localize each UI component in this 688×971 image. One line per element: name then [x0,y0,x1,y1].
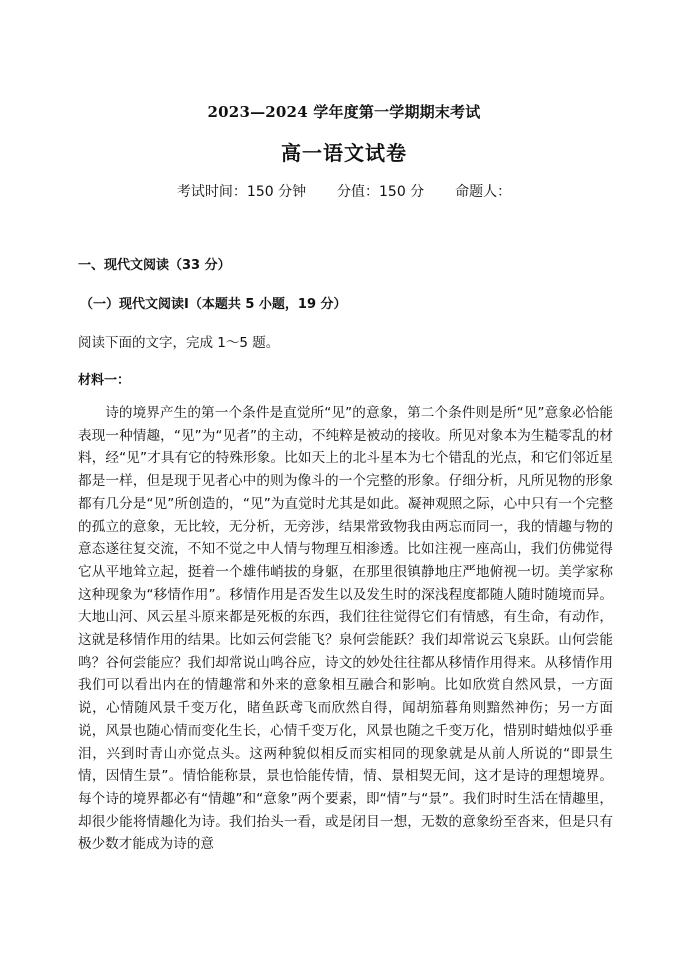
exam-time: 考试时间：150 分钟 [176,184,307,200]
subsection-heading: （一）现代文阅读Ⅰ（本题共 5 小题，19 分） [80,297,347,312]
exam-title: 2023—2024 学年度第一学期期末考试 [207,103,481,121]
material-label: 材料一： [78,373,131,388]
exam-author: 命题人： [455,184,512,200]
exam-score: 分值：150 分 [337,184,425,200]
paper-title: 高一语文试卷 [281,141,407,165]
exam-info [0,181,688,201]
section-heading: 一、现代文阅读（33 分） [78,258,231,273]
material-paragraph: 诗的境界产生的第一个条件是直觉所“见”的意象，第二个条件则是所“见”意象必恰能表现一种情趣，“见”为“见者”的主动，不纯粹是被动的接收。所见对象本为生糙零乱的材料，经“见”才具有它的特殊形象。比如天上的北斗星本为七个错乱的光点，和它们邻近星都是一样，但是现于见者心中的则为像斗的一个完整的形象。仔细分析，凡所见物的形象都有几分是“见”所创造的，“见”为直觉时尤其是如此。凝神观照之际，心中只有一个完整的孤立的意象，无比较，无分析，无旁涉，结果常致物我由两忘而同一，我的情趣与物的意态遂往复交流，不知不觉之中人情与物理互相渗透。比如注视一座高山，我们仿佛觉得它从平地耸立起，挺着一个雄伟峭拔的身躯，在那里很镇静地庄严地俯视一切。美学家称这种现象为“移情作用”。移情作用是否发生以及发生时的深浅程度都随人随时随境而异。大地山河、风云星斗原来都是死板的东西，我们往往觉得它们有情感，有生命，有动作，这就是移情作用的结果。比如云何尝能飞？泉何尝能跃？我们却常说云飞泉跃。山何尝能鸣？谷何尝能应？我们却常说山鸣谷应，诗文的妙处往往都从移情作用得来。从移情作用我们可以看出内在的情趣常和外来的意象相互融合和影响。比如欣赏自然风景，一方面说，心情随风景千变万化，睹鱼跃鸢飞而欣然自得，闻胡笳暮角则黯然神伤；另一方面说，风景也随心情而变化生长，心情千变万化，风景也随之千变万化，惜别时蜡烛似乎垂泪，兴到时青山亦觉点头。这两种貌似相反而实相同的现象就是从前人所说的“即景生情，因情生景”。情恰能称景，景也恰能传情，情、景相契无间，这才是诗的理想境界。每个诗的境界都必有“情趣”和“意象”两个要素，即“情”与“景”。我们时时生活在情趣里，却很少能将情趣化为诗。我们抬头一看，或是闭目一想，无数的意象纷至沓来，但是只有极少数才能成为诗的意 [78,405,613,853]
instruction-text: 阅读下面的文字，完成 1～5 题。 [78,335,280,351]
